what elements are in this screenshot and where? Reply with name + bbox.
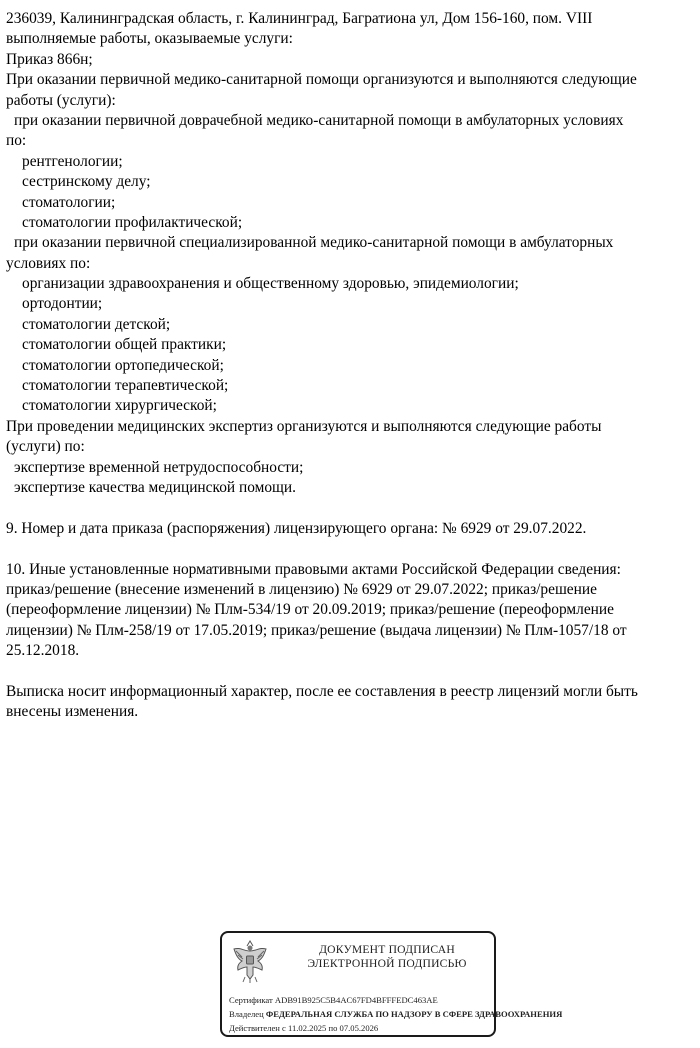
owner-label: Владелец (229, 1009, 264, 1019)
document-line: 236039, Калининградская область, г. Калининград, Багратиона ул, Дом 156-160, пом. VIII (6, 10, 593, 27)
blank-line (6, 498, 696, 518)
validity-line: Действителен с 11.02.2025 по 07.05.2026 (229, 1023, 379, 1033)
owner-value: ФЕДЕРАЛЬНАЯ СЛУЖБА ПО НАДЗОРУ В СФЕРЕ ЗДРАВООХРАНЕНИЯ (265, 1009, 563, 1019)
document-line: при оказании первичной доврачебной медико-санитарной помощи в амбулаторных условиях (14, 111, 624, 129)
document-line: 10. Иные установленные нормативными правовыми актами Российской Федерации сведения: (6, 560, 621, 578)
document-line: При проведении медицинских экспертиз организуются и выполняются следующие работы (6, 417, 602, 435)
document-line: При оказании первичной медико-санитарной помощи организуются и выполняются следующие (6, 71, 637, 89)
document-line: при оказании первичной специализированной медико-санитарной помощи в амбулаторных (14, 234, 614, 252)
document-line: рентгенологии; (22, 152, 123, 170)
owner-line (229, 1009, 562, 1020)
certificate-line (229, 995, 438, 1006)
certificate-value: ADB91B925C5B4AC67FD4BFFFEDC463AE (274, 995, 438, 1005)
document-line: выполняемые работы, оказываемые услуги: (6, 30, 293, 48)
document-line: организации здравоохранения и общественному здоровью, эпидемиологии; (22, 275, 519, 293)
document-line: сестринскому делу; (22, 173, 151, 191)
document-line: приказ/решение (внесение изменений в лицензию) № 6929 от 29.07.2022; приказ/решение (6, 580, 597, 598)
stamp-title-line2: ЭЛЕКТРОННОЙ ПОДПИСЬЮ (307, 957, 467, 970)
document-line: стоматологии; (22, 193, 116, 211)
blank-line (6, 539, 696, 559)
document-body (6, 9, 696, 723)
document-line: Выписка носит информационный характер, после ее составления в реестр лицензий могли быть (6, 682, 638, 700)
document-line: стоматологии терапевтической; (22, 377, 229, 395)
certificate-label: Сертификат (229, 995, 273, 1005)
document-line: стоматологии хирургической; (22, 397, 217, 415)
document-line: по: (6, 132, 27, 150)
stamp-title-line1: ДОКУМЕНТ ПОДПИСАН (319, 943, 455, 956)
document-line: лицензии) № Плм-258/19 от 17.05.2019; приказ/решение (выдача лицензии) № Плм-1057/18 от (6, 621, 627, 639)
document-line: работы (услуги): (6, 91, 116, 109)
electronic-signature-stamp (220, 931, 563, 1037)
document-line: условиях по: (6, 254, 91, 272)
coat-of-arms-icon (230, 939, 270, 985)
document-line: стоматологии детской; (22, 315, 171, 333)
blank-line (6, 662, 696, 682)
document-line: (переоформление лицензии) № Плм-534/19 от 20.09.2019; приказ/решение (переоформление (6, 601, 614, 619)
document-line: (услуги) по: (6, 438, 85, 456)
document-line: 25.12.2018. (6, 642, 80, 660)
document-line: Приказ 866н; (6, 50, 93, 68)
document-line: стоматологии профилактической; (22, 213, 243, 231)
document-line: ортодонтии; (22, 295, 103, 313)
document-line: внесены изменения. (6, 703, 139, 721)
document-line: экспертизе временной нетрудоспособности; (14, 458, 304, 476)
document-line: стоматологии ортопедической; (22, 356, 224, 374)
document-line: 9. Номер и дата приказа (распоряжения) лицензирующего органа: № 6929 от 29.07.2022. (6, 519, 587, 537)
stamp-title (282, 943, 492, 971)
document-line: экспертизе качества медицинской помощи. (14, 478, 296, 496)
document-line: стоматологии общей практики; (22, 336, 227, 354)
